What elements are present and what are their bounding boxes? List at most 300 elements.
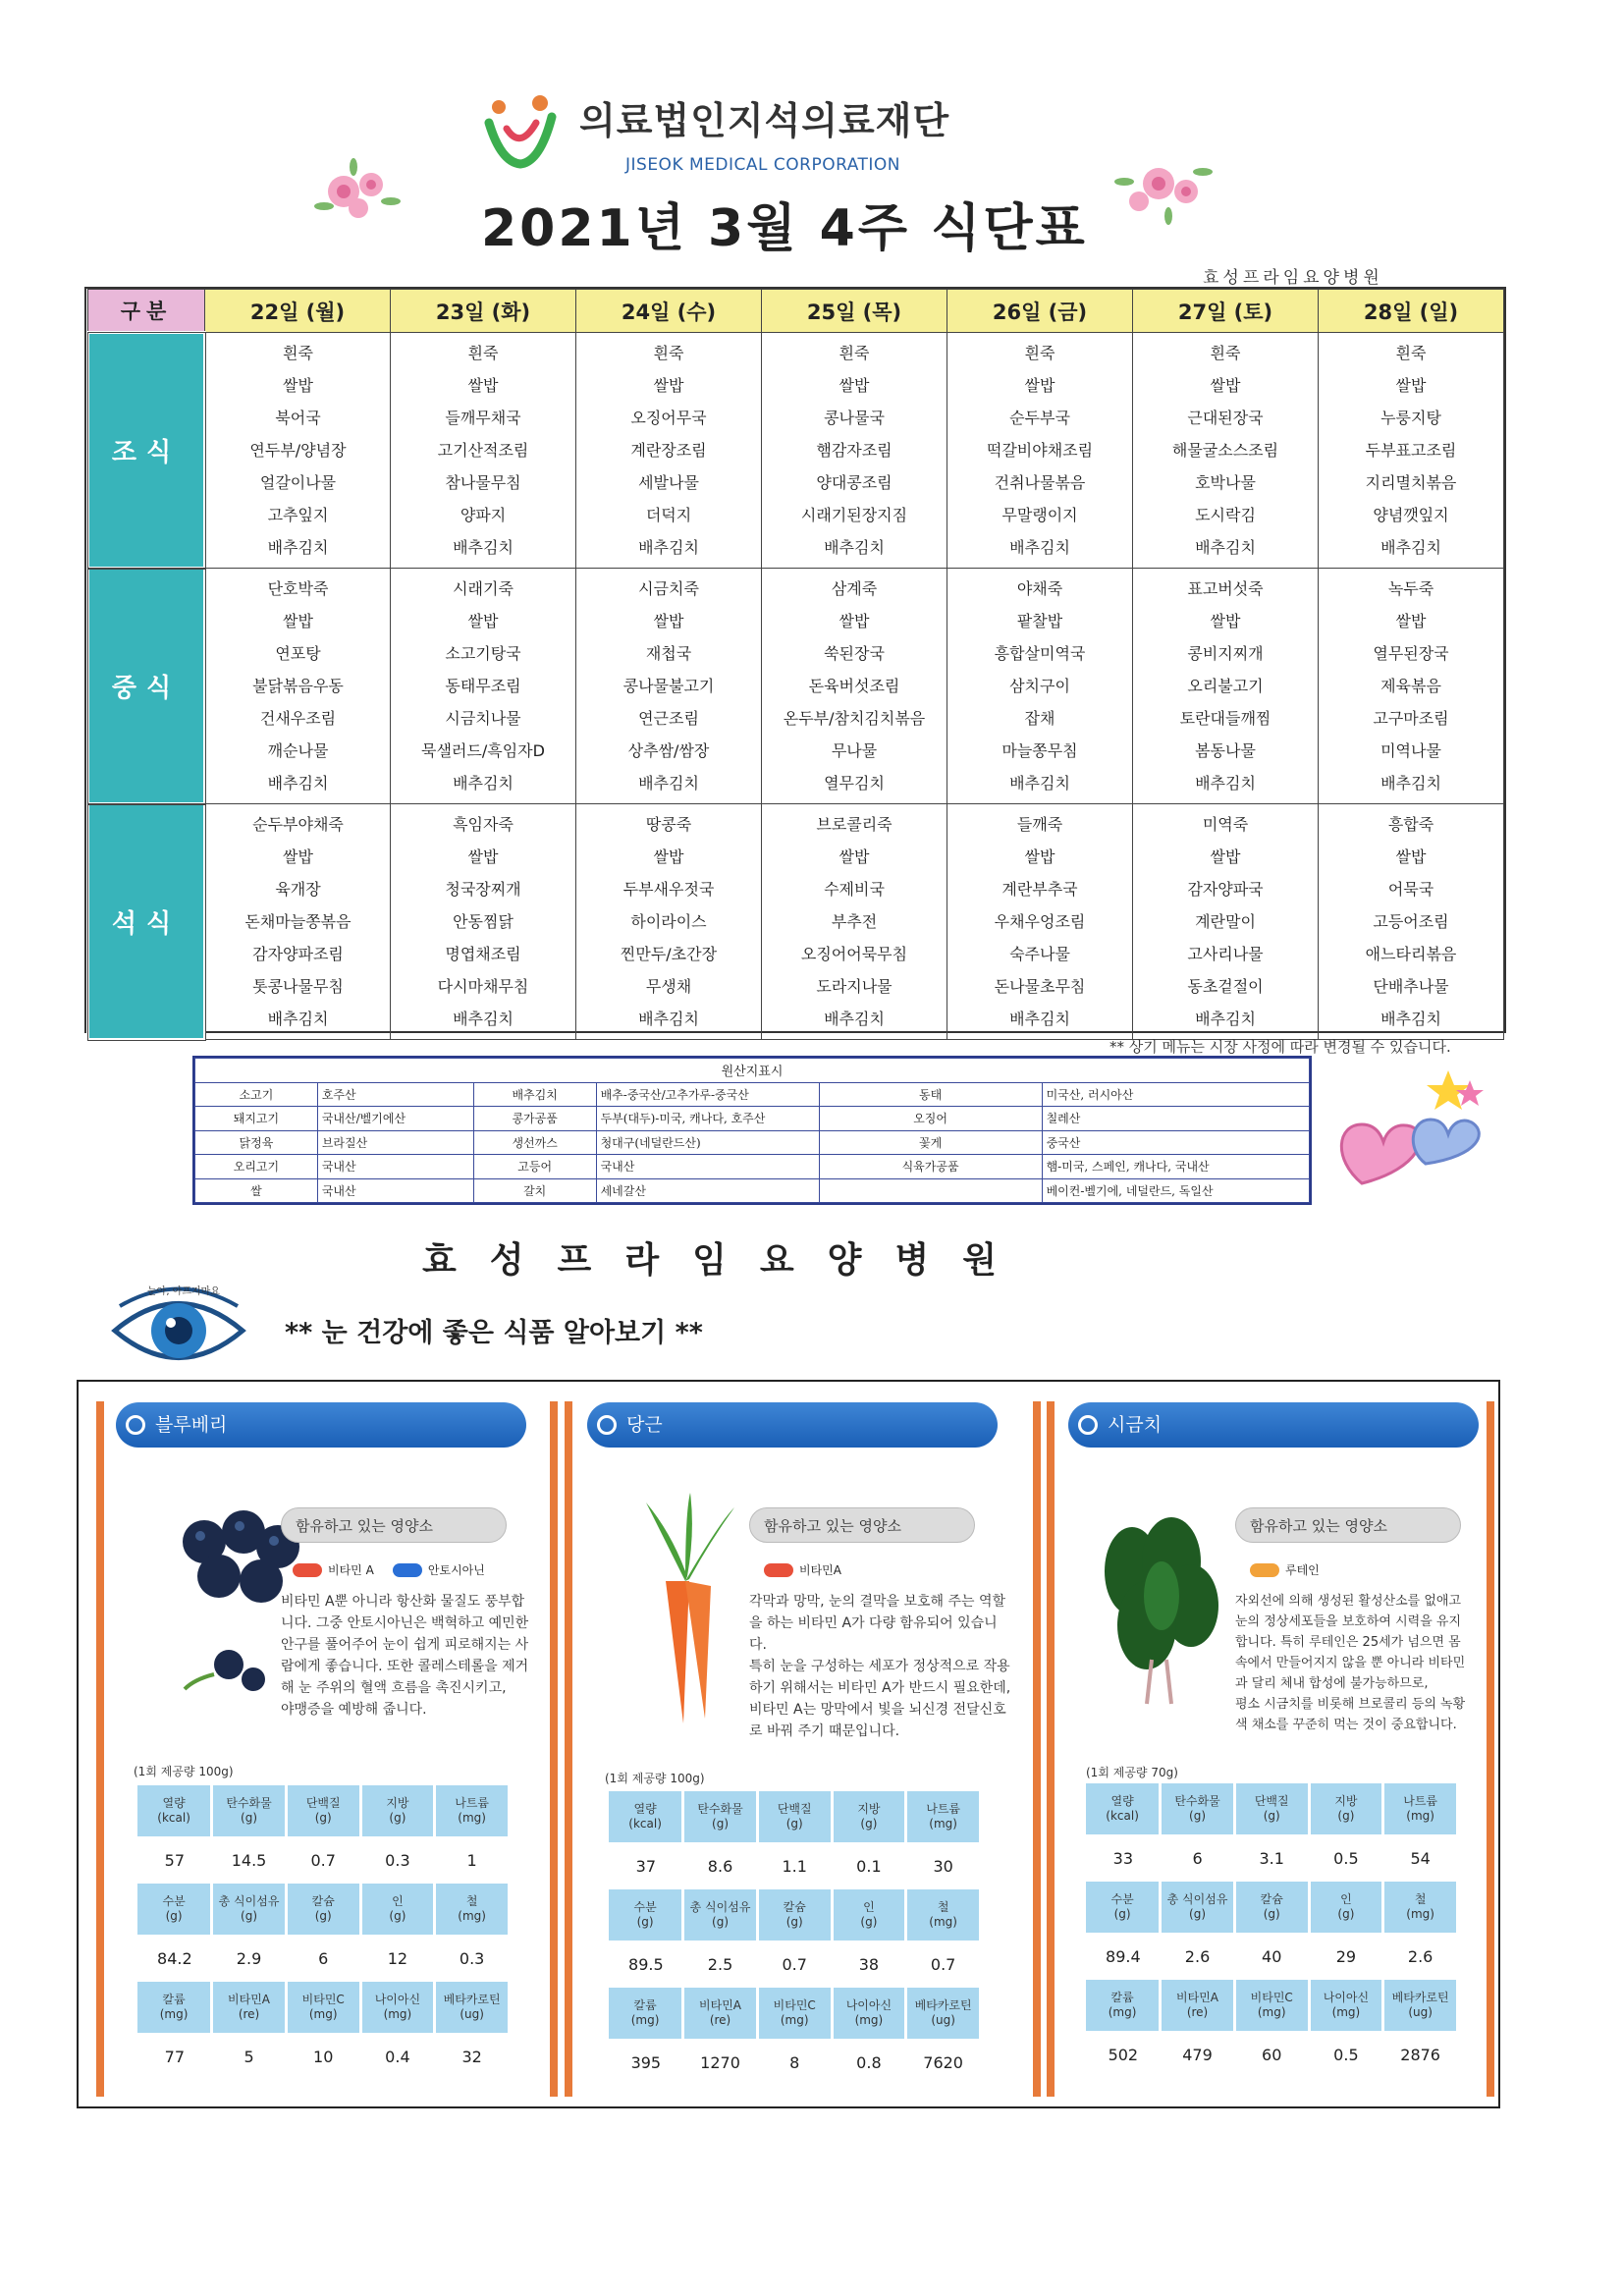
nutrition-header: [1086, 1980, 1161, 2031]
dish-item: 쑥된장국: [824, 644, 885, 663]
dish-item: 돈육버섯조림: [808, 677, 900, 695]
meal-row: [88, 333, 1504, 569]
nutrition-table: [137, 1785, 511, 2080]
dish-item: 쌀밥: [1024, 847, 1055, 866]
nutrient-unit: (ug): [1408, 2005, 1433, 2019]
nutrient-name: 탄수화물: [1174, 1794, 1220, 1808]
dish-item: 배추김치: [267, 538, 329, 557]
dish-item: 해물굴소스조림: [1171, 441, 1279, 460]
nutrition-header: [1161, 1882, 1235, 1933]
nutrient-unit: (ug): [460, 2007, 484, 2021]
dish-item: 두부표고조림: [1365, 441, 1457, 460]
origin-row: [195, 1155, 1310, 1179]
nutrient-name: 베타카로틴: [914, 1998, 972, 2012]
dish-item: 쌀밥: [467, 612, 499, 630]
day-header-row: [88, 290, 1504, 333]
nutrition-value: 14.5: [231, 1850, 267, 1870]
nutrition-header-row: [1086, 1783, 1458, 1834]
nutrition-value: 54: [1410, 1848, 1431, 1868]
nutrient-title-badge: 함유하고 있는 영양소: [1235, 1507, 1461, 1543]
dish-item: 제육볶음: [1380, 677, 1441, 695]
dish-item: 쌀밥: [1395, 376, 1427, 395]
dish-item: 콩나물국: [824, 409, 885, 427]
dish-item: 상추쌈/쌈장: [627, 741, 710, 760]
menu-cell: [762, 804, 947, 1040]
dish-item: 계란부추국: [1001, 880, 1078, 899]
nutrient-unit: (mg): [1331, 2005, 1361, 2019]
nutrition-value: 8.6: [707, 1856, 733, 1876]
origin-country: 호주산: [317, 1082, 473, 1107]
nutrition-header: [832, 1791, 906, 1842]
spinach-icon: [1093, 1512, 1225, 1709]
nutrient-unit: (g): [241, 1811, 258, 1825]
nutrient-name: 나트륨: [1403, 1794, 1438, 1808]
dish-item: 들깨무채국: [445, 409, 521, 427]
dish-item: 순두부국: [1009, 409, 1070, 427]
origin-item: [819, 1178, 1042, 1203]
menu-cell: [1319, 804, 1504, 1040]
dish-item: 잡채: [1024, 709, 1055, 728]
day-header: 22일 (월): [205, 290, 391, 333]
nutrient-unit: (mg): [780, 2013, 809, 2027]
dish-item: 단배추나물: [1373, 977, 1449, 996]
nutrient-name: 칼슘: [1260, 1892, 1283, 1906]
dish-item: 감자양파국: [1187, 880, 1264, 899]
dish-item: 배추김치: [267, 774, 329, 793]
day-header: 28일 (일): [1319, 290, 1504, 333]
nutrition-header: [609, 1791, 683, 1842]
dish-item: 하이라이스: [630, 912, 707, 931]
dish-item: 브로콜리죽: [816, 815, 893, 834]
origin-item: 고등어: [473, 1155, 596, 1179]
nutrition-header-row: [1086, 1980, 1458, 2031]
nutrition-header-row: [609, 1889, 981, 1941]
dish-item: 흥합살미역국: [994, 644, 1086, 663]
org-name-korean: 의료법인지석의료재단: [579, 99, 950, 142]
origin-country: 햄-미국, 스페인, 캐나다, 국내산: [1042, 1155, 1309, 1179]
nutrient-name: 철: [465, 1894, 478, 1908]
nutrient-name: 철: [1414, 1892, 1427, 1906]
dish-item: 계란말이: [1195, 912, 1256, 931]
nutrition-header: [1309, 1980, 1383, 2031]
nutrient-name: 칼륨: [633, 1998, 657, 2012]
nutrient-name: 수분: [633, 1900, 657, 1914]
nutrient-name: 탄수화물: [697, 1802, 743, 1816]
nutrient-name: 수분: [1110, 1892, 1134, 1906]
nutrient-unit: (g): [785, 1915, 803, 1929]
day-header: 26일 (금): [947, 290, 1133, 333]
food-panel-carrot: [587, 1394, 1009, 2092]
dish-item: 햄감자조림: [816, 441, 893, 460]
nutrition-header: [906, 1889, 981, 1941]
nutrient-name: 나트륨: [926, 1802, 961, 1816]
dish-item: 고구마조림: [1373, 709, 1449, 728]
dish-item: 단호박죽: [267, 579, 329, 598]
carrot-icon: [626, 1493, 744, 1728]
dish-item: 도라지나물: [816, 977, 893, 996]
nutrition-value: 37: [635, 1856, 657, 1876]
nutrient-name: 총 식이섬유: [689, 1900, 751, 1914]
nutrition-value-row: [609, 2039, 981, 2086]
nutrition-value: 0.5: [1333, 2045, 1359, 2064]
nutrition-value: 6: [318, 1948, 329, 1968]
origin-item: 닭정육: [195, 1130, 318, 1155]
menu-cell: [391, 569, 576, 804]
dish-item: 건새우조림: [259, 709, 337, 728]
nutrient-unit: (mg): [308, 2007, 338, 2021]
nutrient-name: 단백질: [305, 1796, 341, 1810]
dish-item: 야채죽: [1016, 579, 1063, 598]
nutrition-header: [286, 1785, 360, 1836]
lutein-chip-icon: [1250, 1563, 1279, 1577]
menu-cell: [947, 333, 1133, 569]
nutrient-unit: (g): [1263, 1907, 1280, 1921]
nutrient-unit: (re): [709, 2013, 731, 2027]
nutrient-name: 비타민C: [773, 1998, 816, 2012]
nutrient-name: 비타민A: [699, 1998, 742, 2012]
dish-item: 배추김치: [1009, 774, 1070, 793]
dish-item: 흰죽: [653, 344, 684, 362]
dish-item: 명엽채조림: [445, 945, 521, 963]
dish-item: 배추김치: [453, 774, 514, 793]
dish-item: 호박나물: [1195, 473, 1256, 492]
dish-item: 연근조림: [638, 709, 699, 728]
nutrient-unit: (mg): [458, 1909, 486, 1923]
menu-cell: [576, 333, 762, 569]
dish-item: 애느타리볶음: [1365, 945, 1457, 963]
dish-item: 쌀밥: [653, 376, 684, 395]
nutrition-header-row: [609, 1988, 981, 2039]
dish-item: 쌀밥: [1210, 847, 1241, 866]
menu-cell: [1133, 333, 1319, 569]
dish-item: 양대콩조림: [816, 473, 893, 492]
nutrition-header: [906, 1988, 981, 2039]
nutrition-header-row: [137, 1884, 510, 1935]
dish-item: 배추김치: [1009, 538, 1070, 557]
nutrition-header: [212, 1982, 287, 2033]
logo-icon: [481, 93, 560, 172]
menu-cell: [576, 804, 762, 1040]
dish-item: 안동찜닭: [453, 912, 514, 931]
nutrition-header: [212, 1785, 287, 1836]
serving-size: (1회 제공량 70g): [1086, 1766, 1178, 1779]
nutrition-value: 0.7: [310, 1850, 336, 1870]
dish-item: 수제비국: [824, 880, 885, 899]
dish-item: 표고버섯죽: [1187, 579, 1264, 598]
dish-item: 얼갈이나물: [259, 473, 337, 492]
food-name: 시금치: [1108, 1414, 1163, 1436]
dish-item: 시래기된장지짐: [800, 506, 908, 524]
food-title-pill: [587, 1402, 998, 1448]
panel-divider: [565, 1401, 572, 2097]
dish-item: 지리멸치볶음: [1365, 473, 1457, 492]
nutrient-name: 인: [1340, 1892, 1352, 1906]
nutrient-unit: (kcal): [1106, 1809, 1139, 1823]
nutrient-unit: (mg): [159, 2007, 189, 2021]
meal-label: 석식: [88, 804, 205, 1040]
page-title: 2021년 3월 4주 식단표: [481, 199, 1088, 258]
nutrient-chips: [1250, 1559, 1333, 1578]
hospital-name: 효성프라임요양병원: [1203, 268, 1383, 288]
panel-divider: [1487, 1401, 1494, 2097]
nutrient-name: 비타민A: [228, 1993, 271, 2006]
origin-item: 콩가공품: [473, 1107, 596, 1131]
meal-row: [88, 804, 1504, 1040]
origin-country: 국내산: [596, 1155, 819, 1179]
origin-country: 배추-중국산/고추가루-중국산: [596, 1082, 819, 1107]
dish-item: 열무김치: [824, 774, 885, 793]
nutrition-value-row: [1086, 2031, 1458, 2078]
origin-country: 청대구(네덜란드산): [596, 1130, 819, 1155]
nutrient-title-badge: 함유하고 있는 영양소: [281, 1507, 507, 1543]
section-subtitle: ** 눈 건강에 좋은 식품 알아보기 **: [285, 1318, 703, 1348]
nutrition-header: [609, 1889, 683, 1941]
nutrient-name: 열량: [162, 1796, 186, 1810]
panel-divider: [1033, 1401, 1041, 2097]
nutrition-header: [1309, 1882, 1383, 1933]
nutrition-value-row: [137, 2033, 510, 2080]
nutrition-value: 0.7: [782, 1954, 807, 1974]
nutrition-value: 30: [933, 1856, 953, 1876]
nutrition-value: 33: [1112, 1848, 1134, 1868]
nutrient-unit: (g): [241, 1909, 258, 1923]
nutrient-name: 베타카로틴: [1391, 1991, 1449, 2004]
serving-size: (1회 제공량 100g): [134, 1765, 234, 1778]
dish-item: 배추김치: [1195, 774, 1256, 793]
nutrition-header: [137, 1785, 212, 1836]
dish-item: 양념깻잎지: [1373, 506, 1449, 524]
nutrition-header: [1161, 1783, 1235, 1834]
origin-country: 중국산: [1042, 1130, 1309, 1155]
menu-cell: [947, 804, 1133, 1040]
dish-item: 마늘쫑무침: [1001, 741, 1078, 760]
dish-item: 근대된장국: [1187, 409, 1264, 427]
nutrient-name: 지방: [1334, 1794, 1358, 1808]
dish-item: 세발나물: [638, 473, 699, 492]
dish-item: 배추김치: [1009, 1010, 1070, 1028]
nutrient-unit: (mg): [1257, 2005, 1286, 2019]
dish-item: 오징어무국: [630, 409, 707, 427]
day-header: 23일 (화): [391, 290, 576, 333]
nutrition-header-row: [137, 1982, 510, 2033]
nutrition-value: 1: [466, 1850, 477, 1870]
dish-item: 깨순나물: [267, 741, 329, 760]
food-name: 블루베리: [155, 1414, 228, 1436]
dish-item: 도시락김: [1195, 506, 1256, 524]
menu-cell: [391, 333, 576, 569]
nutrient-name: 지방: [386, 1796, 409, 1810]
dish-item: 쌀밥: [283, 847, 313, 866]
dish-item: 온두부/참치김치볶음: [783, 709, 926, 728]
nutrition-header-row: [1086, 1882, 1458, 1933]
nutrient-name: 수분: [162, 1894, 186, 1908]
dish-item: 쌀밥: [283, 376, 313, 395]
nutrition-value: 0.1: [856, 1856, 882, 1876]
dish-item: 쌀밥: [1210, 376, 1241, 395]
nutrition-header: [360, 1785, 435, 1836]
meal-label: 조식: [88, 333, 205, 569]
chip-label: 안토시아닌: [427, 1563, 485, 1577]
day-header: 24일 (수): [576, 290, 762, 333]
nutrient-name: 나트륨: [455, 1796, 490, 1810]
nutrition-value-row: [609, 1941, 981, 1988]
nutrient-name: 단백질: [777, 1802, 812, 1816]
weekly-menu-table: [84, 287, 1506, 1033]
nutrition-value: 6: [1192, 1848, 1203, 1868]
menu-cell: [1319, 569, 1504, 804]
nutrition-value: 0.7: [930, 1954, 956, 1974]
nutrient-unit: (g): [314, 1909, 332, 1923]
dish-item: 배추김치: [453, 1010, 514, 1028]
dish-item: 연두부/양념장: [249, 441, 347, 460]
dish-item: 연포탕: [275, 644, 321, 663]
nutrition-value: 479: [1182, 2045, 1213, 2064]
nutrient-name: 열량: [633, 1802, 657, 1816]
dish-item: 재첩국: [645, 644, 692, 663]
nutrition-header: [1086, 1783, 1161, 1834]
menu-change-note: ** 상기 메뉴는 시장 사정에 따라 변경될 수 있습니다.: [1109, 1038, 1451, 1056]
nutrient-unit: (g): [1189, 1809, 1207, 1823]
origin-item: 식육가공품: [819, 1155, 1042, 1179]
dish-item: 배추김치: [638, 538, 699, 557]
nutrient-unit: (mg): [929, 1915, 957, 1929]
dish-item: 더덕지: [645, 506, 692, 524]
nutrition-value: 0.8: [856, 2052, 882, 2072]
dish-item: 시금치죽: [638, 579, 699, 598]
origin-country: 국내산/벨기에산: [317, 1107, 473, 1131]
nutrient-name: 철: [937, 1900, 949, 1914]
dish-item: 흰죽: [839, 344, 870, 362]
origin-country: 국내산: [317, 1155, 473, 1179]
dish-item: 배추김치: [638, 1010, 699, 1028]
nutrition-header: [286, 1884, 360, 1935]
nutrition-header: [832, 1988, 906, 2039]
origin-item: 갈치: [473, 1178, 596, 1203]
nutrition-header: [1234, 1980, 1309, 2031]
dish-item: 쌀밥: [839, 612, 870, 630]
nutrient-name: 인: [392, 1894, 404, 1908]
corner-header: 구분: [88, 290, 205, 333]
dish-item: 봄동나물: [1195, 741, 1256, 760]
menu-cell: [205, 569, 391, 804]
nutrient-unit: (g): [712, 1817, 730, 1831]
nutrient-unit: (re): [1186, 2005, 1209, 2019]
org-name-english: JISEOK MEDICAL CORPORATION: [625, 155, 901, 175]
dish-item: 땅콩죽: [645, 815, 692, 834]
nutrient-chips: [293, 1559, 499, 1578]
dish-item: 무생채: [645, 977, 692, 996]
nutrition-header: [360, 1884, 435, 1935]
nutrient-unit: (g): [785, 1817, 803, 1831]
origin-country: 칠레산: [1042, 1107, 1309, 1131]
origin-country: 국내산: [317, 1178, 473, 1203]
nutrition-header: [1383, 1980, 1458, 2031]
dish-item: 시금치나물: [445, 709, 521, 728]
nutrient-unit: (g): [712, 1915, 730, 1929]
origin-table: [192, 1056, 1312, 1205]
nutrient-name: 베타카로틴: [443, 1993, 501, 2006]
day-header: 25일 (목): [762, 290, 947, 333]
nutrition-value: 502: [1108, 2045, 1139, 2064]
dish-item: 건취나물볶음: [994, 473, 1086, 492]
nutrition-header: [435, 1785, 510, 1836]
dish-item: 오징어어묵무침: [800, 945, 908, 963]
nutrition-header: [1161, 1980, 1235, 2031]
nutrient-unit: (mg): [929, 1817, 957, 1831]
nutrition-value: 12: [387, 1948, 408, 1968]
nutrition-header: [435, 1884, 510, 1935]
dish-item: 열무된장국: [1373, 644, 1449, 663]
nutrition-header: [137, 1982, 212, 2033]
nutrition-header: [1234, 1783, 1309, 1834]
nutrition-value: 84.2: [157, 1948, 192, 1968]
dish-item: 우채우엉조림: [994, 912, 1086, 931]
nutrition-header: [832, 1889, 906, 1941]
nutrient-unit: (g): [860, 1915, 878, 1929]
nutrient-unit: (g): [1337, 1907, 1355, 1921]
origin-item: 오징어: [819, 1107, 1042, 1131]
nutrient-unit: (mg): [630, 2013, 660, 2027]
dish-item: 청국장찌개: [445, 880, 521, 899]
nutrient-unit: (g): [389, 1909, 406, 1923]
origin-country: 두부(대두)-미국, 캐나다, 호주산: [596, 1107, 819, 1131]
nutrition-header: [683, 1791, 758, 1842]
nutrient-chips: [764, 1559, 855, 1578]
menu-cell: [391, 804, 576, 1040]
food-description: 비타민 A뿐 아니라 항산화 물질도 풍부합 니다. 그중 안토시아닌은 백혁하고 예민한 안구를 풀어주어 눈이 쉽게 피로해지는 사 람에게 좋습니다. 또한 콜레스테롤을 제거 해 눈 주위의 혈액 흐름을 촉진시키고, 야맹증을 예방해 줍니다.: [281, 1594, 529, 1718]
dish-item: 삼계죽: [831, 579, 878, 598]
nutrition-value: 395: [630, 2052, 662, 2072]
dish-item: 순두부야채죽: [252, 815, 344, 834]
dish-item: 쌀밥: [653, 612, 684, 630]
nutrient-unit: (g): [636, 1915, 654, 1929]
dish-item: 쌀밥: [839, 376, 870, 395]
nutrition-value-row: [609, 1842, 981, 1889]
dish-item: 미역나물: [1380, 741, 1441, 760]
dish-item: 시래기죽: [453, 579, 514, 598]
nutrition-value-row: [137, 1935, 510, 1982]
origin-row: [195, 1082, 1310, 1107]
nutrient-name: 나이아신: [845, 1998, 893, 2012]
dish-item: 떡갈비야채조림: [986, 441, 1094, 460]
menu-cell: [1133, 569, 1319, 804]
dish-item: 고추잎지: [267, 506, 329, 524]
dish-item: 부추전: [831, 912, 878, 931]
dish-item: 쌀밥: [1395, 612, 1427, 630]
dish-item: 육개장: [275, 880, 321, 899]
nutrition-header: [286, 1982, 360, 2033]
nutrient-name: 총 식이섬유: [218, 1894, 280, 1908]
menu-cell: [205, 333, 391, 569]
menu-cell: [576, 569, 762, 804]
nutrition-header: [757, 1889, 832, 1941]
dish-item: 묵샐러드/흑임자D: [421, 741, 545, 760]
dish-item: 찐만두/초간장: [620, 945, 718, 963]
nutrient-unit: (mg): [1406, 1907, 1434, 1921]
dish-item: 토란대들깨찜: [1179, 709, 1271, 728]
nutrient-name: 총 식이섬유: [1166, 1892, 1228, 1906]
nutrition-header-row: [609, 1791, 981, 1842]
nutrition-header: [609, 1988, 683, 2039]
nutrition-value: 0.3: [459, 1948, 485, 1968]
nutrition-header: [1234, 1882, 1309, 1933]
nutrition-table: [1086, 1783, 1459, 2078]
origin-country: 브라질산: [317, 1130, 473, 1155]
nutrition-header: [1383, 1882, 1458, 1933]
food-title-pill: [116, 1402, 526, 1448]
nutrition-value-row: [1086, 1933, 1458, 1980]
nutrient-name: 열량: [1110, 1794, 1134, 1808]
